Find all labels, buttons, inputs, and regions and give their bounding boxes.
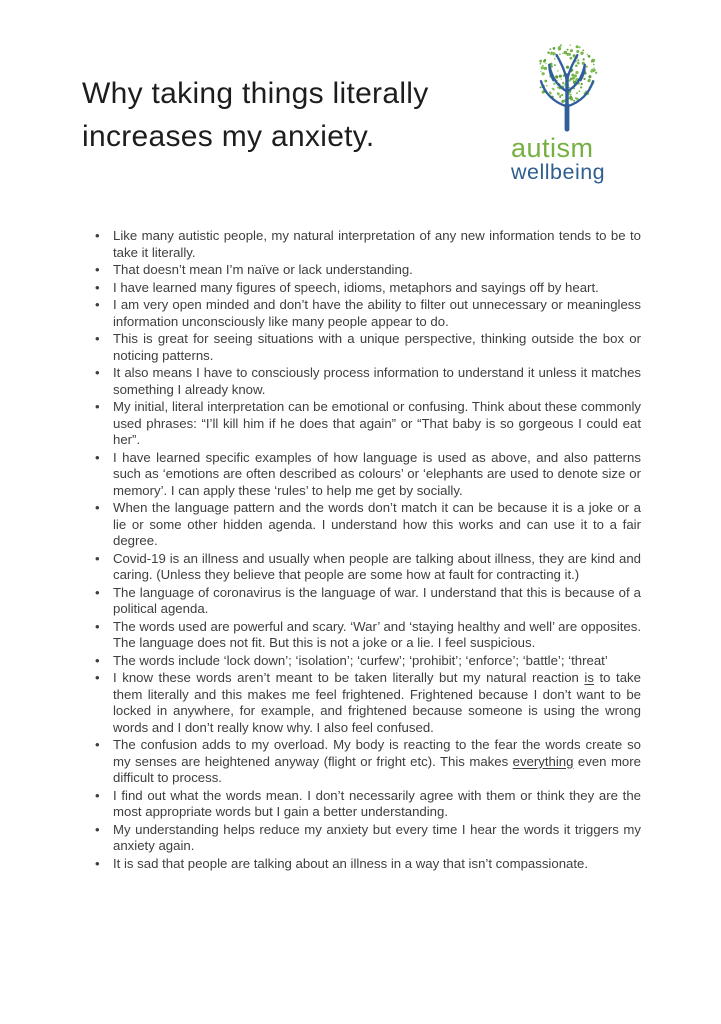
bullet-item [95, 450, 641, 500]
bullet-text: I have learned many figures of speech, idioms, metaphors and sayings off by heart. [113, 279, 599, 295]
bullet-item [95, 619, 641, 652]
bullet-item [95, 670, 641, 736]
bullet-item [95, 365, 641, 398]
bullet-text: Covid-19 is an illness and usually when people are talking about illness, they are kind and caring. (Unless they believe that people are some how at fault for contracting it.) [113, 550, 641, 582]
bullet-item [95, 399, 641, 449]
bullet-item [95, 297, 641, 330]
bullet-item [95, 331, 641, 364]
bullet-item [95, 822, 641, 855]
page-title [82, 72, 429, 158]
bullet-text: My understanding helps reduce my anxiety but every time I hear the words it triggers my anxiety again. [113, 821, 641, 853]
bullet-item [95, 788, 641, 821]
bullet-item [95, 551, 641, 584]
underlined-word: everything [512, 753, 574, 769]
logo-text-wellbeing: wellbeing [511, 160, 606, 184]
document-header [0, 0, 721, 196]
bullet-text: The confusion adds to my overload. My body is reacting to the fear the words create so my senses are heightened anyway (flight or fright etc). This makes [113, 737, 641, 769]
bullet-item [95, 228, 641, 261]
bullet-item [95, 737, 641, 787]
bullet-item [95, 500, 641, 550]
bullet-text: I am very open minded and don’t have the ability to filter out unnecessary or meaningless information unconsciously like many people appear to do. [113, 297, 641, 329]
bullet-text: This is great for seeing situations with a unique perspective, thinking outside the box or noticing patterns. [113, 331, 641, 363]
bullet-text: The language of coronavirus is the language of war. I understand that this is because of a political agenda. [113, 584, 641, 616]
bullet-text: The words used are powerful and scary. ‘War’ and ‘staying healthy and well’ are opposites. The language does not fit. But this is not a joke or a lie. I feel suspicious. [113, 618, 642, 650]
bullet-text: I find out what the words mean. I don’t necessarily agree with them or think they are the most appropriate words but I gain a better understanding. [113, 787, 641, 819]
bullet-text: I have learned specific examples of how language is used as above, and also patterns such as ‘emotions are often described as colours’ or ‘elephants are used to denote size or memory’. I can apply these ‘rules’ to help me get by socially. [113, 449, 641, 498]
bullet-text: My initial, literal interpretation can be emotional or confusing. Think about these commonly used phrases: “I’ll kill him if he does that again” or “That baby is so gorgeous I could eat her”. [113, 399, 641, 447]
bullet-text: to take them literally and this makes me feel frightened. Frightened because I don’t want to be locked in anywhere, for example, and frightened because someone is using the wrong words and I don’t really know why. I also feel confused. [113, 670, 641, 735]
page-title-line-2: increases my anxiety. [82, 120, 375, 153]
page-title-line-1: Why taking things literally [82, 77, 429, 110]
tree-logo-icon [513, 38, 621, 134]
autism-wellbeing-logo [505, 38, 645, 183]
bullet-list [95, 228, 641, 872]
bullet-text: Like many autistic people, my natural interpretation of any new information tends to be to take it literally. [113, 228, 641, 260]
bullet-text: even more difficult to process. [113, 753, 641, 785]
bullet-text: When the language pattern and the words don’t match it can be because it is a joke or a lie or some other hidden agenda. I understand how this works and can use it to a fair degree. [113, 500, 641, 548]
bullet-text: That doesn’t mean I’m naïve or lack understanding. [113, 262, 413, 277]
bullet-text: It also means I have to consciously process information to understand it unless it matches something I already know. [113, 365, 641, 397]
bullet-item [95, 262, 641, 279]
underlined-word: is [584, 670, 594, 685]
logo-text-autism: autism [511, 133, 594, 163]
bullet-item [95, 856, 641, 873]
bullet-item [95, 585, 641, 618]
bullet-text: It is sad that people are talking about an illness in a way that isn’t compassionate. [113, 855, 589, 871]
bullet-text: I know these words aren’t meant to be taken literally but my natural reaction [113, 670, 585, 685]
bullet-text: The words include ‘lock down’; ‘isolation’; ‘curfew’; ‘prohibit’; ‘enforce’; ‘battle’; ‘threat’ [113, 652, 608, 668]
bullet-item [95, 653, 641, 670]
bullet-item [95, 280, 641, 297]
